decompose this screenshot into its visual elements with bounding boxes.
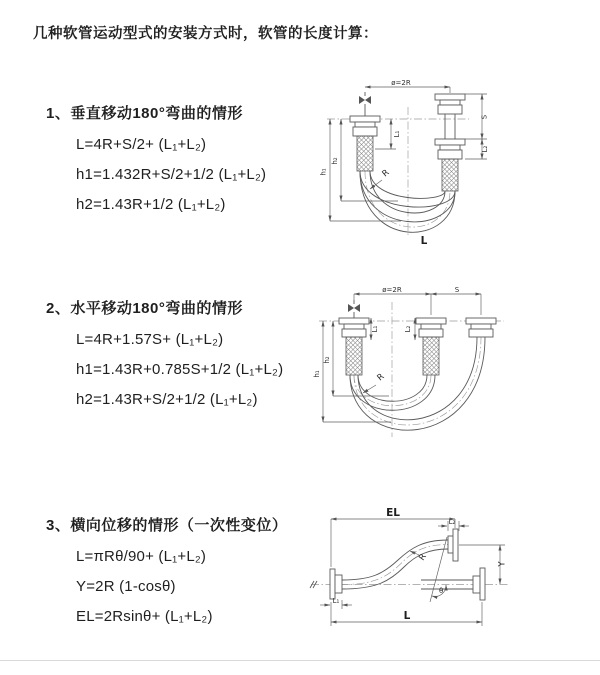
section-heading: 3、横向位移的情形（一次性变位）	[46, 517, 288, 534]
dim-label-l: L	[403, 610, 411, 622]
dim-label-l2: L₂	[481, 145, 489, 153]
left-fitting	[350, 116, 380, 136]
formula-line: h2=1.43R+S/2+1/2 (L₁+L₂)	[76, 391, 258, 408]
dim-label-l2: L₂	[404, 325, 412, 333]
section-horizontal-180	[46, 297, 316, 415]
label-bend-radius: R	[417, 552, 429, 563]
label-bend-radius: R	[380, 167, 392, 180]
formula-line: h2=1.43R+1/2 (L₁+L₂)	[76, 196, 226, 213]
section-lateral-displacement	[46, 514, 316, 632]
valve-icon	[359, 92, 371, 116]
dimension-lines	[330, 87, 487, 221]
dim-label-s: S	[480, 114, 489, 120]
braided-hose-section	[346, 337, 362, 375]
page-bottom-rule	[0, 660, 600, 661]
formula-line: EL=2Rsinθ+ (L₁+L₂)	[76, 608, 213, 625]
left-flange	[330, 569, 342, 599]
label-angle-theta: θ	[439, 587, 444, 595]
formula-line: L=πRθ/90+ (L₁+L₂)	[76, 548, 207, 565]
right-pipe	[445, 114, 455, 139]
diagram-vertical-180-bend	[303, 77, 573, 249]
middle-fitting	[416, 318, 446, 337]
hose-curves	[350, 337, 485, 430]
dim-label-y: Y	[497, 561, 508, 567]
diagram-horizontal-180-bend	[299, 282, 591, 468]
dim-label-h1: h₁	[319, 168, 328, 176]
formula-line: L=4R+1.57S+ (L₁+L₂)	[76, 331, 224, 348]
right-fitting-moved	[466, 318, 496, 337]
dim-label-l1: L₁	[371, 325, 379, 333]
page-title: 几种软管运动型式的安装方式时，软管的长度计算：	[33, 26, 378, 42]
right-flange-displaced	[448, 529, 458, 561]
dim-label-h2: h₂	[331, 157, 339, 165]
formula-line: h1=1.432R+S/2+1/2 (L₁+L₂)	[76, 166, 267, 183]
hose-s-curve	[342, 540, 448, 589]
formula-line: L=4R+S/2+ (L₁+L₂)	[76, 136, 207, 153]
section-heading: 2、水平移动180°弯曲的情形	[46, 300, 243, 317]
dim-label-s: S	[454, 286, 460, 294]
dim-label-h1: h₁	[313, 370, 321, 378]
valve-icon	[348, 300, 360, 318]
section-heading: 1、垂直移动180°弯曲的情形	[46, 105, 243, 122]
dim-label-diameter: ø=2R	[382, 286, 402, 294]
right-fitting-lower	[435, 139, 465, 159]
section-vertical-180	[46, 102, 316, 220]
dim-label-el: EL	[386, 507, 400, 519]
right-fitting-upper	[435, 94, 465, 114]
dim-label-l1: L₁	[393, 130, 401, 138]
dim-label-h2: h₂	[323, 356, 331, 364]
hose-curves	[360, 171, 455, 232]
braided-hose-section	[357, 136, 373, 171]
dim-label-l1: L₁	[332, 597, 340, 605]
diagram-lateral-displacement	[299, 504, 595, 646]
dimension-lines	[320, 519, 505, 626]
label-bend-radius: R	[375, 371, 387, 384]
formula-line: h1=1.43R+0.785S+1/2 (L₁+L₂)	[76, 361, 284, 378]
braided-hose-section	[423, 337, 439, 375]
formula-line: Y=2R (1-cosθ)	[76, 578, 176, 595]
label-hose-length: L	[420, 235, 428, 247]
left-fitting	[339, 318, 369, 337]
right-flange-original	[473, 568, 485, 600]
dim-label-l2: L₂	[448, 518, 456, 526]
dim-label-diameter: ø=2R	[391, 79, 411, 87]
braided-hose-section	[442, 159, 458, 191]
